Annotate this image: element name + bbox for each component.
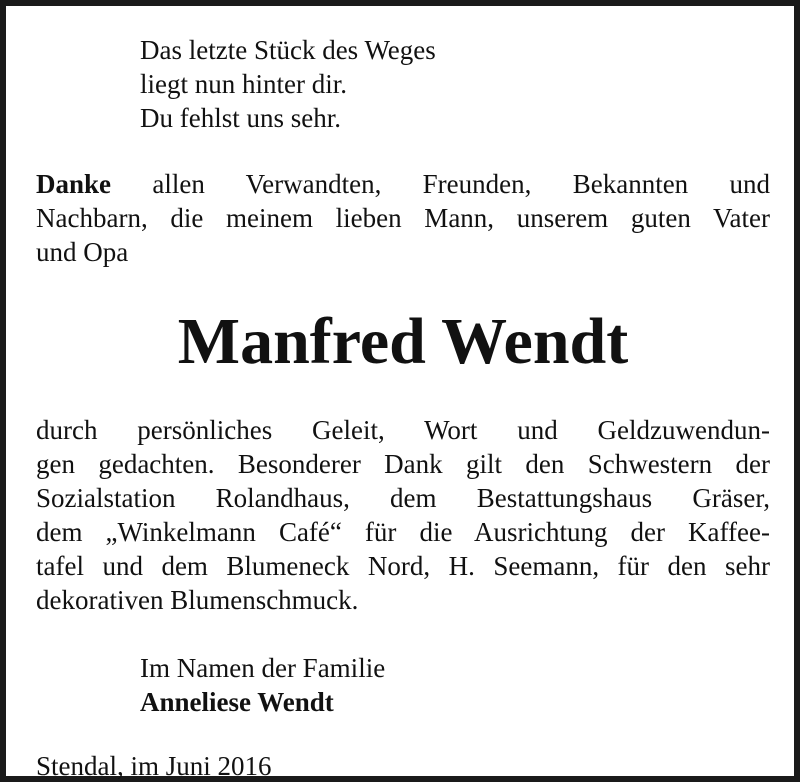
signature-name: Anneliese Wendt <box>140 687 334 717</box>
signature-on-behalf: Im Namen der Familie <box>140 653 386 683</box>
body-paragraph <box>36 413 770 617</box>
thanks-line-rest: allen Verwandten, Freunden, Bekannten und <box>152 169 770 199</box>
thanks-line: Nachbarn, die meinem lieben Mann, unserem guten Vater <box>36 203 770 233</box>
body-line: durch persönliches Geleit, Wort und Geldzuwendun- <box>36 415 770 445</box>
body-line: Sozialstation Rolandhaus, dem Bestattungshaus Gräser, <box>36 483 770 513</box>
body-line: gen gedachten. Besonderer Dank gilt den Schwestern der <box>36 449 770 479</box>
body-line: dekorativen Blumenschmuck. <box>36 585 359 615</box>
body-line: tafel und dem Blumeneck Nord, H. Seemann, für den sehr <box>36 551 770 581</box>
deceased-name: Manfred Wendt <box>177 305 629 378</box>
thanks-line <box>36 167 770 201</box>
thanks-lead-word: Danke <box>36 169 112 199</box>
thanks-paragraph <box>36 167 770 269</box>
verse-line: Du fehlst uns sehr. <box>140 103 341 133</box>
verse <box>140 33 770 135</box>
verse-line: liegt nun hinter dir. <box>140 69 347 99</box>
place-date: Stendal, im Juni 2016 <box>36 751 272 781</box>
notice-content <box>36 33 770 783</box>
signature <box>140 651 770 719</box>
body-line: dem „Winkelmann Café“ für die Ausrichtung der Kaffee- <box>36 517 770 547</box>
verse-line: Das letzte Stück des Weges <box>140 35 436 65</box>
thanks-line: und Opa <box>36 237 129 267</box>
